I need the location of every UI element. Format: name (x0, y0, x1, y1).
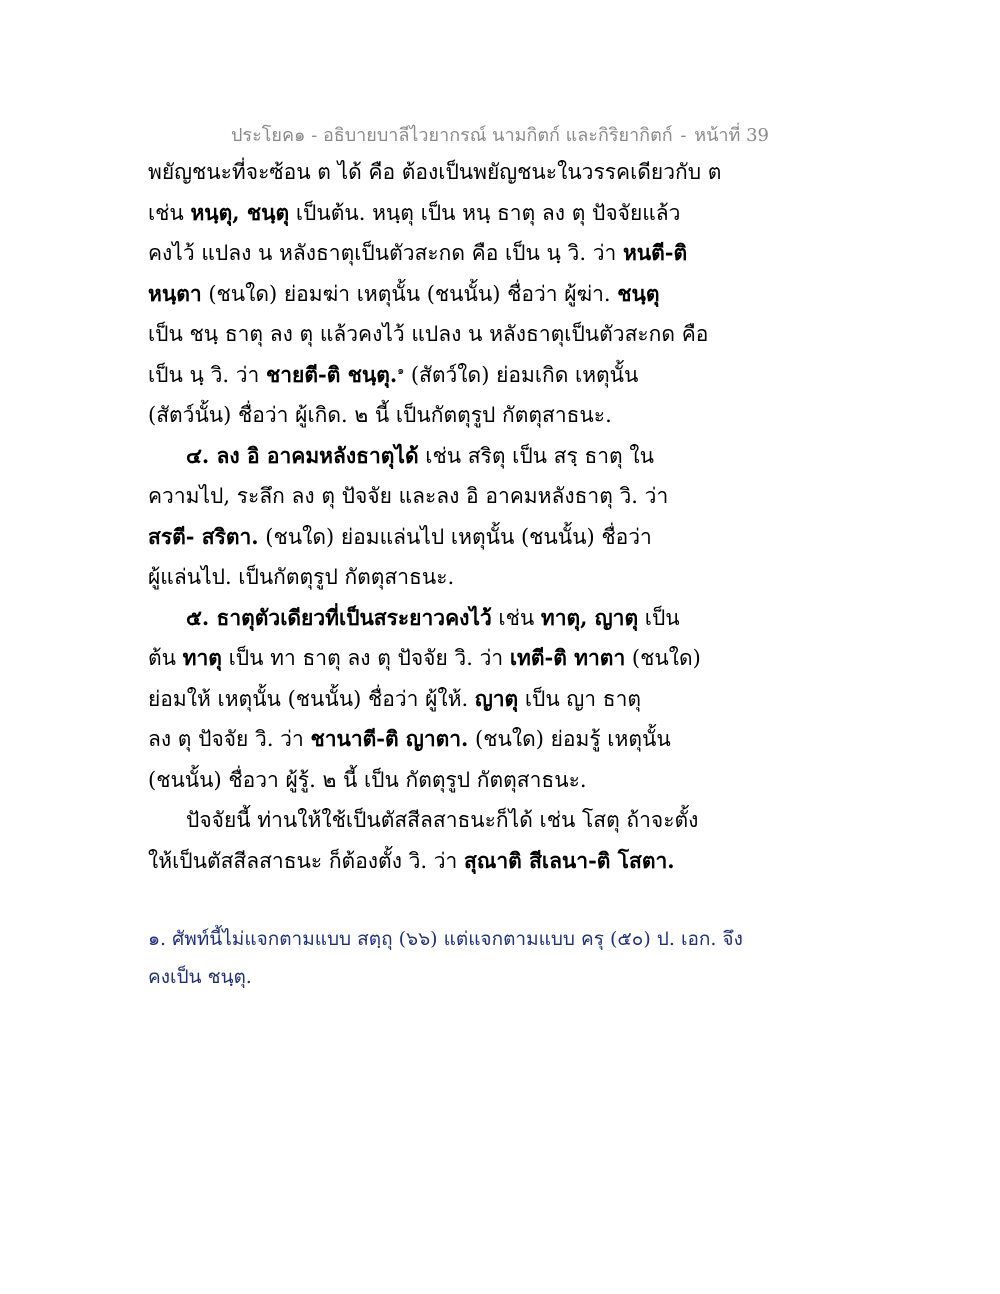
page-header (0, 120, 1000, 149)
bold-term: ชนฺตุ (617, 280, 660, 306)
section-heading: ลง อิ อาคมหลังธาตุได้ (216, 442, 419, 468)
section-number: ๔. (186, 442, 217, 468)
text-span: เป็น นฺ วิ. ว่า (148, 362, 266, 387)
body-text (148, 152, 848, 881)
text-span: (ชนใด) (625, 646, 701, 670)
text-span: เช่น สริตุ เป็น สรฺ ธาตุ ใน (418, 443, 654, 468)
footnote (148, 920, 848, 996)
text-span: ต้น (148, 646, 183, 670)
text-line (148, 841, 848, 882)
bold-term: ญาตุ (474, 685, 519, 711)
text-span: (สัตว์นั้น) ชื่อว่า ผู้เกิด. ๒ นี้ เป็นกัตตุรูป กัตตุสาธนะ. (148, 403, 612, 427)
footnote-line (148, 958, 848, 996)
text-line (148, 679, 848, 720)
bold-term: เทตี-ติ ทาตา (509, 645, 626, 670)
section-number: ๕. (186, 604, 217, 630)
text-span: (สัตว์ใด) ย่อมเกิด เหตุนั้น (404, 362, 639, 387)
text-line (148, 395, 848, 436)
text-span: พยัญชนะที่จะซ้อน ต ได้ คือ ต้องเป็นพยัญชนะในวรรคเดียวกับ ต (148, 160, 722, 184)
text-span: เป็น (638, 605, 680, 630)
text-line (148, 355, 848, 396)
text-line (148, 800, 848, 841)
text-span: (ชนใด) ย่อมรู้ เหตุนั้น (468, 727, 671, 751)
text-span: เป็น ญา ธาตุ (518, 686, 641, 711)
bold-term: หนตี-ติ (622, 240, 688, 265)
section-heading: ธาตุตัวเดียวที่เป็นสระยาวคงไว้ (216, 604, 492, 630)
text-line (148, 436, 848, 477)
text-span: ผู้แล่นไป. เป็นกัตตุรูป กัตตุสาธนะ. (148, 565, 455, 589)
text-line (148, 314, 848, 355)
text-span: เป็น ทา ธาตุ ลง ตุ ปัจจัย วิ. ว่า (221, 646, 510, 670)
text-span: ย่อมให้ เหตุนั้น (ชนนั้น) ชื่อว่า ผู้ให้. (148, 686, 475, 711)
text-span: (ชนใด) ย่อมแล่นไป เหตุนั้น (ชนนั้น) ชื่อว่า (258, 524, 652, 549)
text-line (148, 557, 848, 598)
bold-term: ชายตี-ติ ชนฺตุ. (265, 361, 398, 387)
text-span: ลง ตุ ปัจจัย วิ. ว่า (148, 727, 311, 751)
bold-term: หนฺตา (148, 280, 202, 306)
footnote-text: ๑. ศัพท์นี้ไม่แจกตามแบบ สตฺถุ (๖๖) แต่แจกตามแบบ ครุ (๕๐) ป. เอก. จึง (148, 928, 743, 950)
text-span: ให้เป็นตัสสีลสาธนะ ก็ต้องตั้ง วิ. ว่า (148, 848, 465, 873)
header-page-number: หน้าที่ 39 (694, 125, 770, 146)
text-line (148, 152, 848, 193)
text-span: เป็นต้น. หนฺตุ เป็น หนฺ ธาตุ ลง ตุ ปัจจัยแล้ว (289, 200, 681, 225)
text-line (148, 476, 848, 517)
text-span: เช่น (148, 200, 191, 225)
footnote-line (148, 920, 848, 958)
text-line (148, 598, 848, 639)
text-span: (ชนนั้น) ชื่อวา ผู้รู้. ๒ นี้ เป็น กัตตุรูป กัตตุสาธนะ. (148, 767, 587, 792)
text-span: เป็น ชนฺ ธาตุ ลง ตุ แล้วคงไว้ แปลง น หลังธาตุเป็นตัวสะกด คือ (148, 322, 709, 346)
bold-term: ทาตุ, ญาตุ (540, 604, 639, 630)
text-span: คงไว้ แปลง น หลังธาตุเป็นตัวสะกด คือ เป็น นฺ วิ. ว่า (148, 241, 623, 265)
bold-term: ชานาตี-ติ ญาตา. (310, 726, 469, 751)
text-line (148, 719, 848, 760)
text-span: ความไป, ระลึก ลง ตุ ปัจจัย และลง อิ อาคมหลังธาตุ วิ. ว่า (148, 484, 669, 508)
text-line (148, 274, 848, 315)
bold-term: หนฺตุ, ชนฺตุ (190, 199, 290, 225)
footnote-marker: ๑ (397, 363, 405, 377)
text-line (148, 517, 848, 558)
header-separator: - (680, 125, 687, 146)
text-line (148, 233, 848, 274)
text-span: ปัจจัยนี้ ท่านให้ใช้เป็นตัสสีลสาธนะก็ได้ เช่น โสตุ ถ้าจะตั้ง (186, 808, 699, 832)
header-book-title: ประโยค๑ - อธิบายบาลีไวยากรณ์ นามกิตก์ และกิริยากิตก์ (230, 125, 673, 146)
text-span: (ชนใด) ย่อมฆ่า เหตุนั้น (ชนนั้น) ชื่อว่า ผู้ฆ่า. (201, 281, 618, 306)
text-span: เช่น (491, 605, 541, 630)
text-line (148, 193, 848, 234)
bold-term: ทาตุ (182, 645, 222, 670)
footnote-text: คงเป็น ชนฺตุ. (148, 966, 252, 988)
text-line (148, 760, 848, 801)
text-line (148, 638, 848, 679)
bold-term: สุณาติ สีเลนา-ติ โสตา. (464, 847, 675, 873)
bold-term: สรตี- สริตา. (148, 523, 259, 549)
